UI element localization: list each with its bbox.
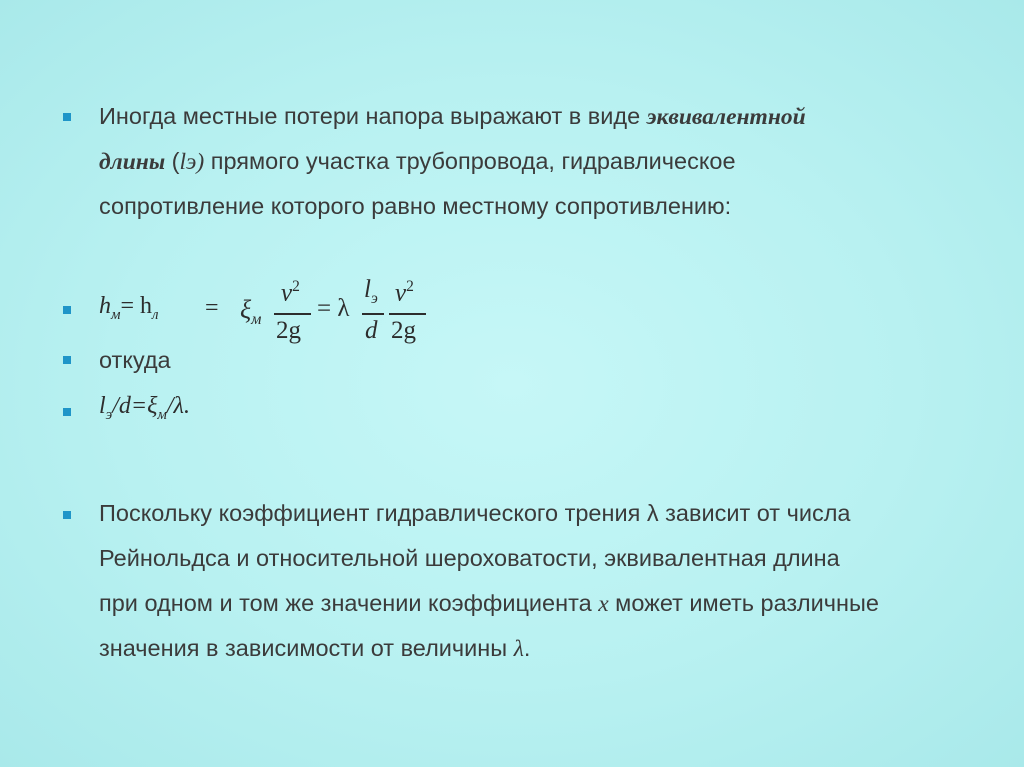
p1-le-symbol: lэ) — [179, 149, 205, 175]
eq1-equals: = — [205, 295, 219, 321]
eq1-2g-2: 2g — [391, 317, 416, 344]
bullet-4 — [63, 408, 71, 416]
paragraph-1-line-1 — [99, 93, 806, 140]
eq2-xi: ξ — [147, 393, 158, 419]
paragraph-1-line-3 — [99, 183, 731, 229]
eq1-frac3-den — [391, 317, 416, 345]
eq1-left — [99, 293, 159, 324]
bullet-2 — [63, 306, 71, 314]
p1-line1-a: Иногда местные потери напора выражают в виде — [99, 103, 647, 129]
eq1-2g-1: 2g — [276, 317, 301, 344]
paragraph-1-line-2 — [99, 138, 736, 185]
eq1-d: d — [365, 317, 378, 344]
eq1-equals-lambda: = λ — [317, 295, 350, 322]
eq1-v1-sup: 2 — [292, 278, 300, 295]
paragraph-3-line-2 — [99, 535, 840, 581]
eq1-frac3-bar — [389, 313, 426, 315]
paragraph-3-line-3 — [99, 580, 879, 627]
p1-line2-rest: прямого участка трубопровода, гидравлическое — [204, 148, 736, 174]
p1-emphasis-length: длины — [99, 149, 166, 175]
bullet-1 — [63, 113, 71, 121]
p3-line2: Рейнольдса и относительной шероховатости, эквивалентная длина — [99, 545, 840, 571]
paragraph-3-line-4 — [99, 625, 530, 672]
p3-line3-c: может иметь различные — [608, 590, 879, 616]
eq1-v1: v — [281, 279, 293, 307]
p3-line4-a: значения в зависимости от величины — [99, 635, 514, 661]
paragraph-3-line-1 — [99, 490, 851, 536]
eq1-frac2-num — [364, 276, 378, 308]
eq1-v2: v — [395, 279, 407, 307]
eq1-xi — [240, 295, 261, 329]
p1-line3: сопротивление которого равно местному сопротивлению: — [99, 193, 732, 219]
eq1-frac1-den — [276, 317, 301, 345]
eq1-xi-symbol: ξ — [240, 295, 252, 324]
eq1-frac1-num — [281, 278, 300, 307]
p3-lambda: λ — [513, 636, 524, 662]
p3-line3-a: при одном и том же значении коэффициента — [99, 590, 599, 616]
eq1-h-sub: м — [111, 306, 121, 323]
eq2-xi-sub: м — [157, 406, 167, 423]
eq1-frac3-num — [395, 278, 414, 307]
bullet-5 — [63, 511, 71, 519]
paragraph-2 — [99, 337, 171, 383]
eq1-frac2-den — [365, 317, 378, 345]
eq2-l-sub: э — [105, 406, 113, 423]
p2-text: откуда — [99, 347, 171, 373]
p1-emphasis-equivalent: эквивалентной — [646, 104, 806, 130]
eq1-xi-sub: м — [251, 311, 262, 329]
p3-line1: Поскольку коэффициент гидравлического трения λ зависит от числа — [99, 500, 851, 526]
eq2-end: /λ. — [166, 393, 190, 419]
bullet-3 — [63, 356, 71, 364]
eq2 — [99, 393, 190, 424]
p1-paren-open: ( — [165, 148, 180, 174]
eq2-l: l — [99, 393, 106, 419]
eq1-frac2-bar — [362, 313, 384, 315]
eq1-l-sub: э — [370, 290, 378, 307]
eq1-v2-sup: 2 — [406, 278, 414, 295]
eq1-frac1-bar — [274, 313, 311, 315]
eq1-h: h — [99, 293, 111, 319]
eq2-mid: /d= — [112, 393, 148, 419]
eq1-hl-sub: л — [152, 306, 159, 323]
eq1-l: l — [364, 276, 371, 303]
p3-line4-end: . — [523, 635, 531, 661]
eq1-eq-mid: = h — [120, 293, 153, 319]
p3-x-symbol: x — [598, 591, 609, 617]
